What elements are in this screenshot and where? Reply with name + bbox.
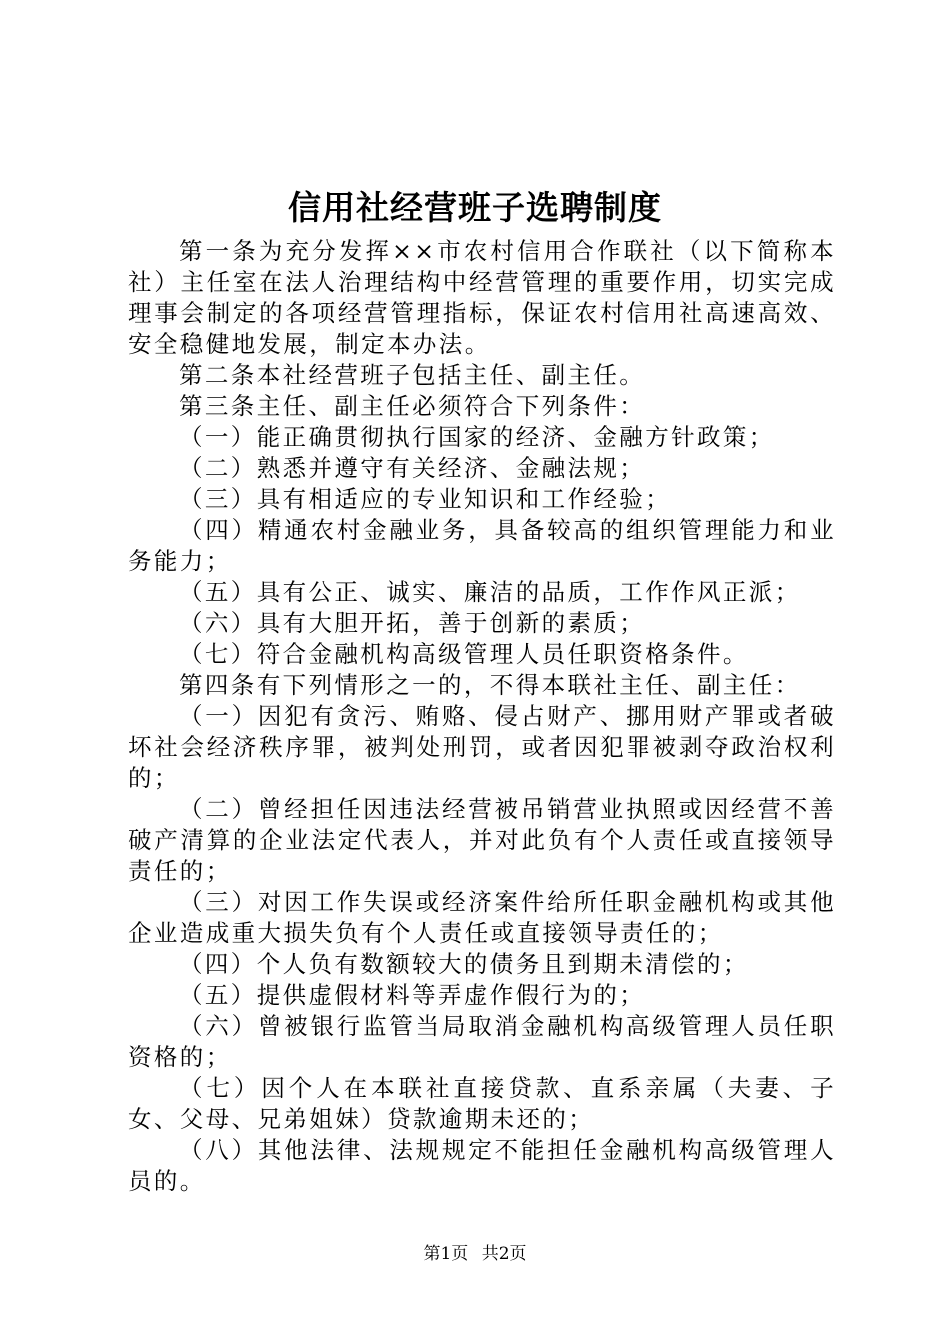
paragraph-article-2: 第二条本社经营班子包括主任、副主任。 xyxy=(179,361,646,389)
paragraph-article-3: 第三条主任、副主任必须符合下列条件： xyxy=(179,392,646,420)
paragraph-article-1: 第一条为充分发挥××市农村信用合作联社（以下简称本社）主任室在法人治理结构中经营管理的重要作用，切实完成理事会制定的各项经营管理指标，保证农村信用社高速高效、安全稳健地发展，制定本办法。 xyxy=(128,237,836,358)
list-item: （五）提供虚假材料等弄虚作假行为的； xyxy=(179,981,646,1009)
list-item: （二）曾经担任因违法经营被吊销营业执照或因经营不善破产清算的企业法定代表人，并对此负有个人责任或直接领导责任的； xyxy=(128,795,836,885)
document-title: 信用社经营班子选聘制度 xyxy=(288,188,662,227)
list-item: （一）因犯有贪污、贿赂、侵占财产、挪用财产罪或者破坏社会经济秩序罪，被判处刑罚，或者因犯罪被剥夺政治权利的； xyxy=(128,702,836,792)
page-total: 共2页 xyxy=(481,1244,527,1264)
paragraph-article-4: 第四条有下列情形之一的，不得本联社主任、副主任： xyxy=(179,671,801,699)
list-item: （四）个人负有数额较大的债务且到期未清偿的； xyxy=(179,950,749,978)
list-item: （七）因个人在本联社直接贷款、直系亲属（夫妻、子女、父母、兄弟姐妹）贷款逾期未还的； xyxy=(128,1074,836,1133)
list-item: （六）具有大胆开拓，善于创新的素质； xyxy=(179,609,646,637)
list-item: （四）精通农村金融业务，具备较高的组织管理能力和业务能力； xyxy=(128,516,836,575)
list-item: （一）能正确贯彻执行国家的经济、金融方针政策； xyxy=(179,423,775,451)
list-item: （八）其他法律、法规规定不能担任金融机构高级管理人员的。 xyxy=(128,1136,836,1195)
list-item: （二）熟悉并遵守有关经济、金融法规； xyxy=(179,454,646,482)
list-item: （六）曾被银行监管当局取消金融机构高级管理人员任职资格的； xyxy=(128,1012,836,1071)
list-item: （三）对因工作失误或经济案件给所任职金融机构或其他企业造成重大损失负有个人责任或直接领导责任的； xyxy=(128,888,836,947)
list-item: （七）符合金融机构高级管理人员任职资格条件。 xyxy=(179,640,749,668)
document-body xyxy=(128,236,836,1197)
page-number: 第1页 xyxy=(423,1244,469,1264)
list-item: （三）具有相适应的专业知识和工作经验； xyxy=(179,485,672,513)
page-footer xyxy=(0,1242,950,1266)
list-item: （五）具有公正、诚实、廉洁的品质，工作作风正派； xyxy=(179,578,801,606)
